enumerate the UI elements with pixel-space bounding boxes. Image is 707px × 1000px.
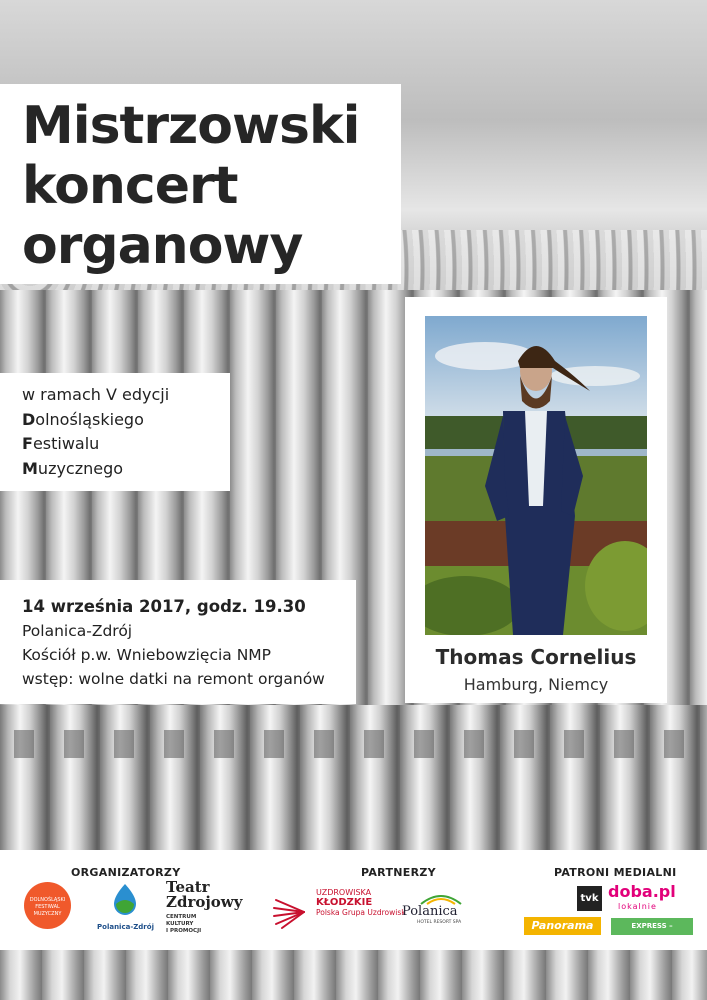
festival-edition-box — [0, 373, 230, 491]
title-line-1: Mistrzowski — [22, 96, 360, 156]
polanica-zdroj-logo-icon — [108, 882, 142, 916]
artist-photo — [425, 316, 647, 635]
teatr-zdrojowy-logo — [166, 880, 242, 910]
uzdrowiska-klodzkie-logo — [316, 888, 406, 918]
express-miejski-logo: EXPRESS – MIEJSKI.PL — [611, 918, 693, 935]
festival-name-line-1 — [22, 408, 230, 433]
organ-front-pipes — [0, 705, 707, 855]
rest-d: olnośląskiego — [35, 409, 144, 429]
polanica-zdroj-logo: Polanica-Zdrój — [97, 923, 154, 931]
festival-logo — [24, 882, 71, 929]
doba-logo: doba.pl — [608, 882, 676, 901]
doba-subtitle: lokalnie — [618, 902, 657, 911]
partners-heading: PARTNERZY — [361, 866, 436, 879]
teatr-sub-2: KULTURY — [166, 921, 194, 927]
uzdrowiska-line-3: Polska Grupa Uzdrowisk — [316, 908, 406, 917]
organ-pipe-mouths — [0, 730, 707, 758]
media-patrons-heading: PATRONI MEDIALNI — [554, 866, 677, 879]
artist-card — [405, 297, 667, 703]
teatr-subtitle — [166, 914, 201, 935]
tvk-logo: tvk — [577, 886, 602, 911]
teatr-line-2: Zdrojowy — [166, 893, 243, 911]
polanica-hotel-subtitle: HOTEL RESORT SPA — [417, 920, 462, 925]
edition-intro: w ramach V edycji — [22, 385, 170, 404]
artist-portrait-illustration — [425, 316, 647, 635]
festival-logo-text: DOLNOŚLĄSKI FESTIWAL MUZYCZNY — [29, 897, 66, 917]
event-entry: wstęp: wolne datki na remont organów — [22, 670, 325, 688]
uzdrowiska-fan-icon — [272, 894, 312, 930]
title-box — [0, 84, 401, 284]
festival-name-line-2 — [22, 432, 230, 457]
teatr-line-1: Teatr — [166, 878, 210, 896]
organizers-heading: ORGANIZATORZY — [71, 866, 181, 879]
rest-f: estiwalu — [32, 434, 100, 453]
event-details-box — [0, 580, 356, 704]
title-line-2: koncert — [22, 156, 238, 216]
panorama-logo: Panorama — [524, 917, 601, 935]
uzdrowiska-line-2: KŁODZKIE — [316, 897, 373, 908]
title-line-3: organowy — [22, 216, 303, 276]
festival-name-line-3 — [22, 457, 230, 482]
initial-f: F — [22, 434, 33, 453]
artist-name: Thomas Cornelius — [435, 645, 637, 669]
initial-m: M — [22, 458, 38, 478]
rest-m: uzycznego — [37, 458, 124, 478]
artist-origin: Hamburg, Niemcy — [463, 675, 609, 694]
event-date: 14 września 2017, godz. 19.30 — [22, 597, 306, 616]
teatr-sub-1: CENTRUM — [166, 914, 197, 920]
initial-d: D — [22, 409, 36, 429]
event-venue: Kościół p.w. Wniebowzięcia NMP — [22, 646, 272, 664]
uzdrowiska-line-1: UZDROWISKA — [316, 888, 372, 897]
sponsor-band — [0, 850, 707, 950]
teatr-sub-3: I PROMOCJI — [166, 928, 202, 934]
event-city: Polanica-Zdrój — [22, 622, 133, 640]
polanica-hotel-logo: Polanica — [402, 904, 458, 919]
organ-pipes-bottom-strip — [0, 950, 707, 1000]
